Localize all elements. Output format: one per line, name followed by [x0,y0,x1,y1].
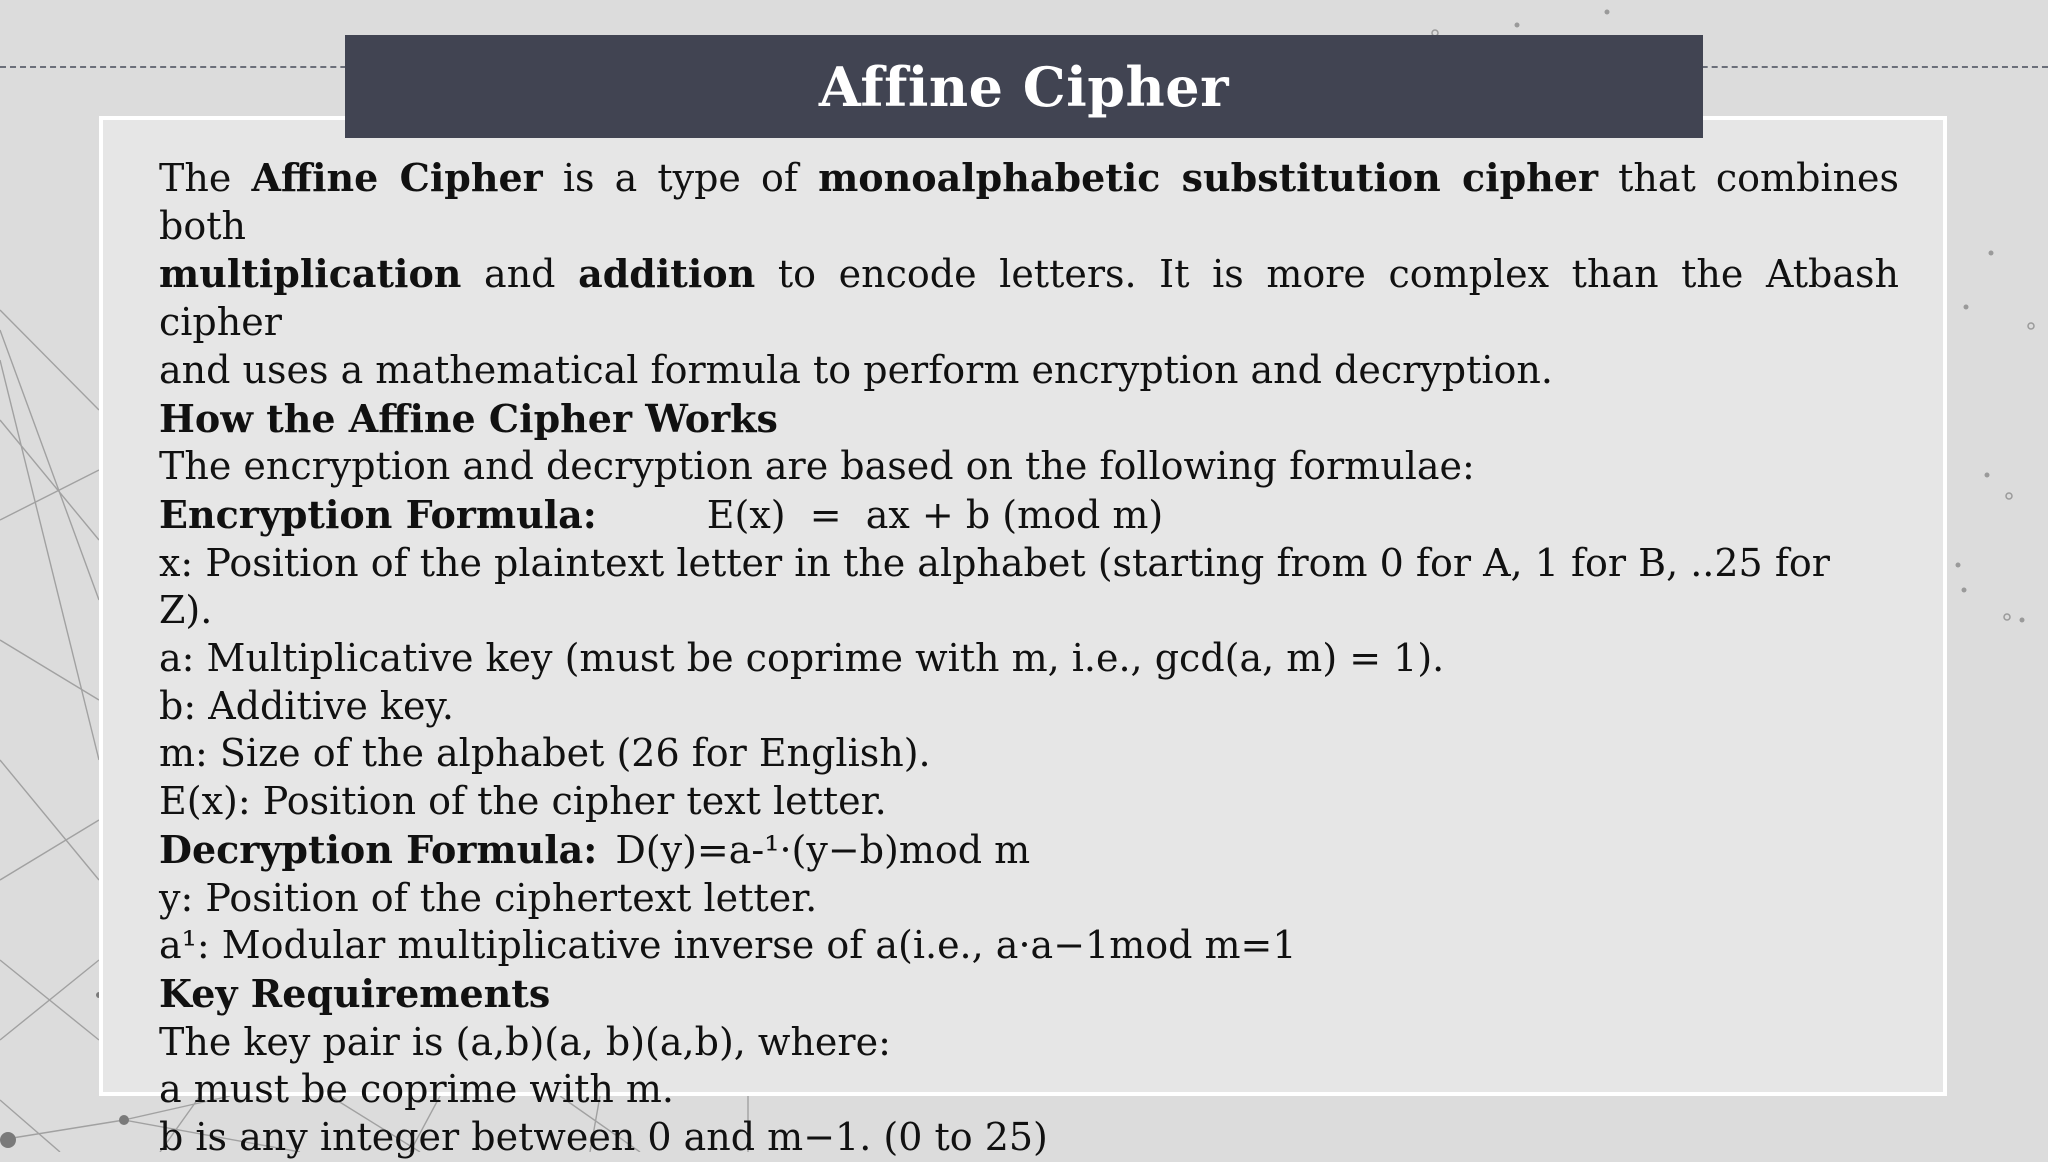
multiplication-term: multiplication [159,251,462,297]
decryption-label: Decryption Formula: [159,826,598,872]
intro-line-2: multiplication and addition to encode letters. It is more complex than the Atbash cipher [159,251,1899,345]
requirement-1: a must be coprime with m. [159,1067,675,1112]
m-definition: m: Size of the alphabet (26 for English). [159,731,931,776]
key-requirements-heading: Key Requirements [159,970,551,1016]
encryption-formula-line [159,491,1899,540]
decryption-formula-line [159,826,1899,875]
decryption-formula: D(y)=a-¹·(y−b)mod m [615,827,1031,872]
affine-cipher-term: Affine Cipher [251,155,543,200]
x-definition-line-1: x: Position of the plaintext letter in the alphabet (starting from 0 for A, 1 for B, ..25 for [159,540,1830,585]
formula-intro: The encryption and decryption are based on the following formulae: [159,444,1475,489]
monoalphabetic-term: monoalphabetic substitution cipher [818,155,1598,200]
encryption-formula: E(x) = ax + b (mod m) [706,492,1164,537]
intro-line-1: The Affine Cipher is a type of monoalphabetic substitution cipher that combines both [159,155,1900,248]
slide-title: Affine Cipher [818,54,1230,119]
a-definition: a: Multiplicative key (must be coprime with m, i.e., gcd(a, m) = 1). [159,636,1445,681]
encryption-label: Encryption Formula: [159,491,597,537]
addition-term: addition [578,251,756,297]
content-box [99,116,1947,1160]
title-bar [345,35,1703,138]
how-heading: How the Affine Cipher Works [159,395,778,441]
key-pair-line: The key pair is (a,b)(a, b)(a,b), where: [159,1019,891,1064]
x-definition-line-2: Z). [159,588,213,633]
a-inverse-definition: a¹: Modular multiplicative inverse of a(i.e., a·a−1mod m=1 [159,923,1297,968]
intro-line-3: and uses a mathematical formula to perform encryption and decryption. [159,347,1553,392]
b-definition: b: Additive key. [159,683,454,728]
slide-body [159,154,1899,1162]
requirement-2: b is any integer between 0 and m−1. (0 to 25) [159,1115,1048,1160]
ex-definition: E(x): Position of the cipher text letter. [159,779,887,824]
y-definition: y: Position of the ciphertext letter. [159,875,818,920]
